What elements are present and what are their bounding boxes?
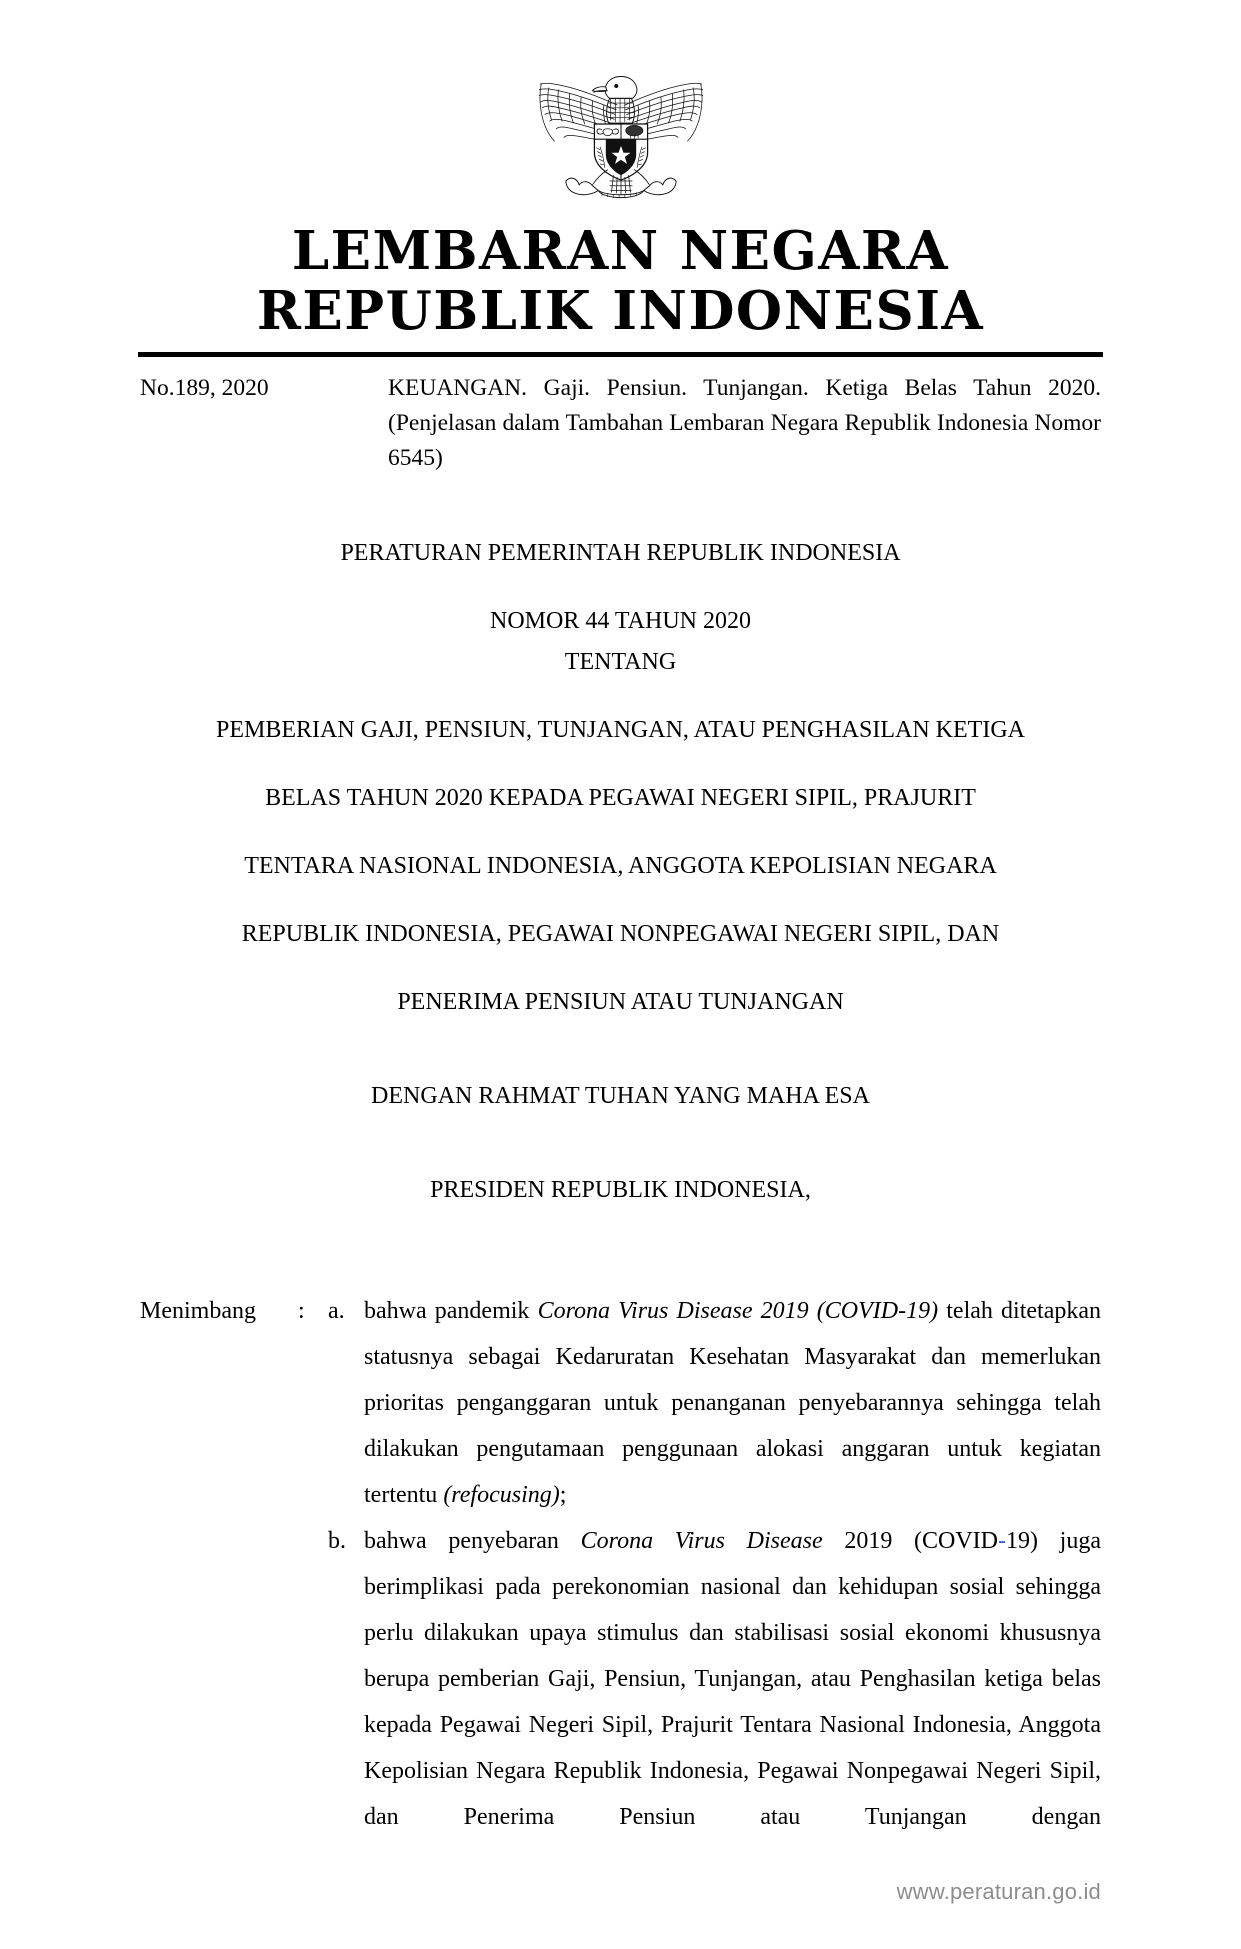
garuda-pancasila-emblem — [526, 48, 716, 200]
gazette-number: No.189, 2020 — [140, 374, 269, 401]
subject-line-5: PENERIMA PENSIUN ATAU TUNJANGAN — [397, 988, 844, 1015]
gazette-subject: KEUANGAN. Gaji. Pensiun. Tunjangan. Ketiga Belas Tahun 2020. (Penjelasan dalam Tambahan Lembaran Negara Republik Indonesia Nomor 6545) — [388, 374, 1101, 472]
subject-line-3: TENTARA NASIONAL INDONESIA, ANGGOTA KEPOLISIAN NEGARA — [244, 852, 997, 879]
masthead — [0, 222, 1241, 357]
subject-line-4: REPUBLIK INDONESIA, PEGAWAI NONPEGAWAI NEGERI SIPIL, DAN — [241, 920, 1000, 947]
item-a-text-3: ; — [559, 1481, 567, 1508]
item-a-italic-2: (refocusing) — [443, 1481, 560, 1508]
item-body-b — [364, 1518, 1101, 1841]
title-block — [0, 477, 1241, 1202]
regulation-number: NOMOR 44 TAHUN 2020 — [490, 607, 751, 634]
gazette-meta — [140, 371, 1101, 477]
emblem-container — [0, 0, 1241, 200]
item-a-text-1: bahwa pandemik — [364, 1297, 538, 1324]
item-a-text-2: telah ditetapkan statusnya sebagai Kedaruratan Kesehatan Masyarakat dan memerlukan prioritas penganggaran untuk penanganan penyebarannya sehingga telah dilakukan pengutamaan penggunaan alokasi anggaran untuk kegiatan tertentu — [364, 1297, 1101, 1508]
consideration-item-b — [328, 1518, 1101, 1841]
item-b-text-3: 19) juga berimplikasi pada perekonomian nasional dan kehidupan sosial sehingga perlu dilakukan upaya stimulus dan stabilisasi sosial ekonomi khususnya berupa pemberian Gaji, Pensiun, Tunjangan, atau Penghasilan ketiga belas kepada Pegawai Negeri Sipil, Prajurit Tentara Nasional Indonesia, Anggota Kepolisian Negara Republik Indonesia, Pegawai Nonpegawai Negeri Sipil, dan Penerima Pensiun atau Tunjangan dengan — [364, 1527, 1101, 1831]
authority-line: PRESIDEN REPUBLIK INDONESIA, — [430, 1176, 811, 1203]
masthead-line-1: LEMBARAN NEGARA — [291, 220, 950, 282]
subject-line-2: BELAS TAHUN 2020 KEPADA PEGAWAI NEGERI SIPIL, PRAJURIT — [265, 784, 976, 811]
item-marker-a: a. — [328, 1297, 345, 1324]
about-label: TENTANG — [564, 648, 677, 675]
item-b-line-break-hyphen: - — [998, 1527, 1006, 1554]
considerations-section — [140, 1202, 1101, 1841]
item-marker-b: b. — [328, 1527, 346, 1554]
considerations-list — [328, 1288, 1101, 1841]
item-b-text-1: bahwa penyebaran — [364, 1527, 581, 1554]
footer-watermark: www.peraturan.go.id — [896, 1879, 1101, 1904]
subject-line-1: PEMBERIAN GAJI, PENSIUN, TUNJANGAN, ATAU PENGHASILAN KETIGA — [216, 716, 1025, 743]
considerations-label: Menimbang — [140, 1297, 256, 1324]
regulation-type: PERATURAN PEMERINTAH REPUBLIK INDONESIA — [340, 539, 901, 566]
blessing-line: DENGAN RAHMAT TUHAN YANG MAHA ESA — [371, 1082, 870, 1109]
item-b-text-2: 2019 (COVID — [822, 1527, 998, 1554]
item-b-italic-1: Corona Virus Disease — [580, 1527, 823, 1554]
item-body-a — [364, 1288, 1101, 1518]
considerations-colon: : — [298, 1297, 305, 1324]
consideration-item-a — [328, 1288, 1101, 1518]
masthead-divider — [138, 352, 1103, 357]
item-a-italic-1: Corona Virus Disease 2019 (COVID-19) — [537, 1297, 939, 1324]
masthead-line-2: REPUBLIK INDONESIA — [256, 279, 985, 342]
